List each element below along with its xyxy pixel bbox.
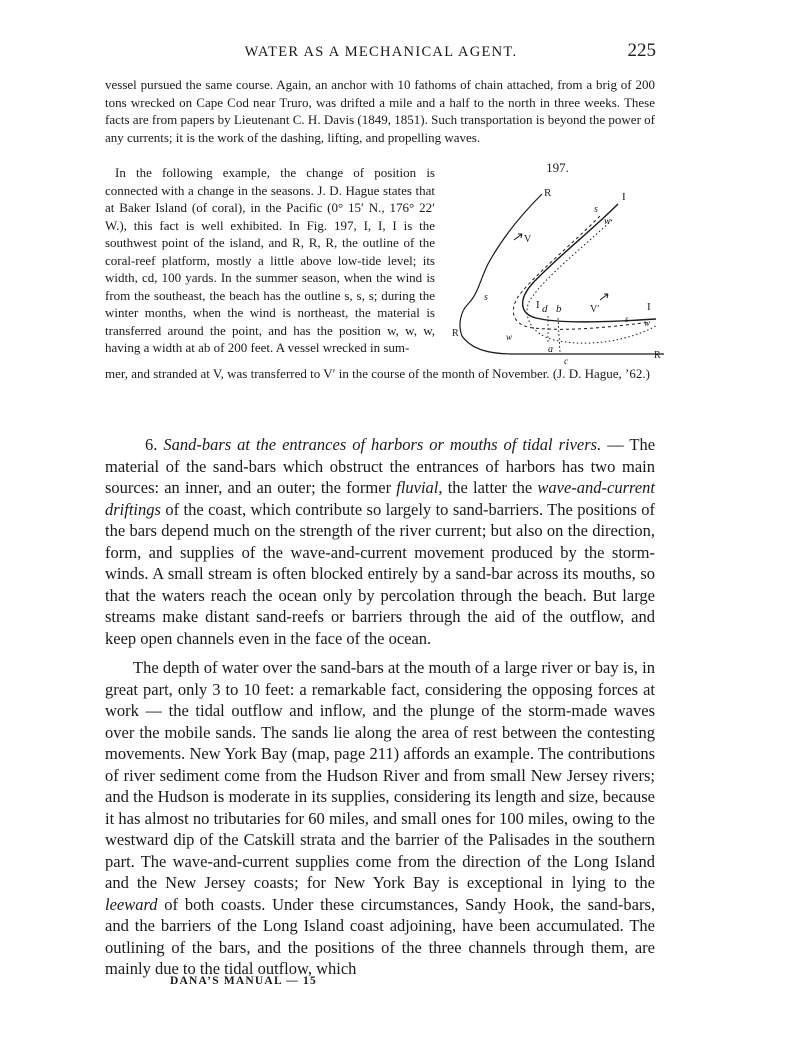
label-w-right: w: [644, 318, 651, 328]
vessel-arrow-v-prime: [600, 294, 608, 300]
signature-mark: DANA’S MANUAL — 15: [170, 975, 317, 987]
label-w-top: w: [604, 216, 611, 227]
vessel-arrow-v: [514, 234, 522, 240]
paragraph-baker-island: In the following example, the change of position is connected with a change in the seasons. J. D. Hague states that at Baker Island (of coral), in the Pacific (0° 15′ N., 176° 22′ W.), this fact is well exhibited. In Fig. 197, I, I, I is the southwest point of the island, and R, R, R, the outline of the coral-reef platform, mostly a little above low-tide level; its width, cd, 100 yards. In the summer season, when the wind is from the southeast, the beach has the outline s, s, s; during the winter months, when the wind is northeast, the material is transferred around the point, and has the position w, w, w, having a width at ab of 200 feet. A vessel wrecked in sum-: [105, 165, 435, 355]
figure-number: 197.: [546, 160, 569, 175]
label-i-top: I: [622, 191, 626, 203]
section-heading: Sand-bars at the entrances of harbors or mouths of tidal rivers.: [163, 435, 602, 454]
summer-beach-line: [513, 216, 650, 329]
label-s-top: s: [594, 204, 598, 215]
body-text: , the latter the: [438, 478, 538, 497]
label-s-left: s: [484, 292, 488, 303]
page-number: 225: [627, 40, 656, 61]
width-line-cd: [558, 318, 560, 352]
paragraph-continued: vessel pursued the same course. Again, an anchor with 10 fathoms of chain attached, from a brig of 200 tons wrecked on Cape Cod near Truro, was drifted a mile and a half to the north in three weeks. These facts are from papers by Lieutenant C. H. Davis (1849, 1851). Such transportation is beyond the power of any currents; it is the work of the dashing, lifting, and propelling waves.: [105, 77, 655, 145]
body-text: The depth of water over the sand-bars at the mouth of a large river or bay is, in great part, only 3 to 10 feet: a remarkable fact, considering the opposing forces at work — the tidal outflow and inflow, and the plunge of the storm-made waves over the mobile sands. The sands lie along the area of rest between the contesting movements. New York Bay (map, page 211) affords an example. The contributions of river sediment come from the Hudson River and from small New Jersey rivers; and the Hudson is moderate in its supplies, considering its length and size, because it has almost no tributaries for 60 miles, and small ones for 100 miles, owing to the westward dip of the Catskill strata and the barrier of the Palisades in the southern part. The wave-and-current supplies come from the direction of the Long Island and the New Jersey coasts; for New York Bay is exceptional in lying to the: [105, 658, 655, 892]
running-head: [106, 40, 656, 62]
label-b: b: [556, 303, 562, 315]
emphasis-fluvial: fluvial: [396, 478, 439, 497]
section-number: 6.: [145, 435, 158, 454]
label-r-bottom: R: [654, 350, 661, 361]
label-s-right: s: [625, 314, 629, 324]
emphasis-wave-current: wave-and-current driftings: [105, 478, 655, 519]
baker-island-diagram: [450, 176, 665, 370]
section-6-paragraph: [105, 434, 655, 649]
paragraph-sand-bar-depth: [105, 657, 655, 980]
label-v-prime: V′: [590, 304, 600, 315]
figure-197: [450, 160, 665, 370]
label-i-right: I: [647, 301, 651, 313]
winter-beach-line: [527, 220, 656, 343]
reef-outline: [460, 194, 664, 354]
running-title: WATER AS A MECHANICAL AGENT.: [244, 44, 518, 60]
label-a: a: [548, 344, 553, 355]
label-r-top: R: [544, 187, 552, 199]
emphasis-leeward: leeward: [105, 894, 158, 914]
label-c: c: [564, 356, 568, 366]
heading-dash: —: [601, 435, 630, 454]
label-w-bottom: w: [506, 332, 513, 342]
label-v: V: [524, 234, 532, 245]
body-text: of both coasts. Under these circumstances, Sandy Hook, the sand-bars, and the barriers of the Long Island coast adjoining, have been accumulated. The outlining of the bars, and the positions of the three channels through them, are mainly due to the tidal outflow, which: [105, 894, 655, 978]
label-r-left: R: [452, 328, 459, 339]
body-text: The material of the sand-bars which obstruct the entrances of harbors has two main sources: an inner, and an outer; the former: [105, 435, 656, 497]
body-text: of the coast, which contribute so largely to sand-barriers. The positions of the bars depend much on the strength of the river current; but also on the direction, form, and supplies of the wave-and-current movement produced by the storm-winds. A small stream is often blocked entirely by a sand-bar across its mouths, so that the waters reach the ocean only by percolation through the beach. But large streams make distant sand-reefs or barriers through the aid of the outflow, and keep open channels even in the face of the ocean.: [105, 499, 655, 648]
label-d: d: [542, 303, 548, 315]
paragraph-baker-island-end: mer, and stranded at V, was transferred to V′ in the course of the month of November. (J. D. Hague, ’62.): [105, 366, 650, 381]
label-i-middle: I: [536, 299, 540, 311]
